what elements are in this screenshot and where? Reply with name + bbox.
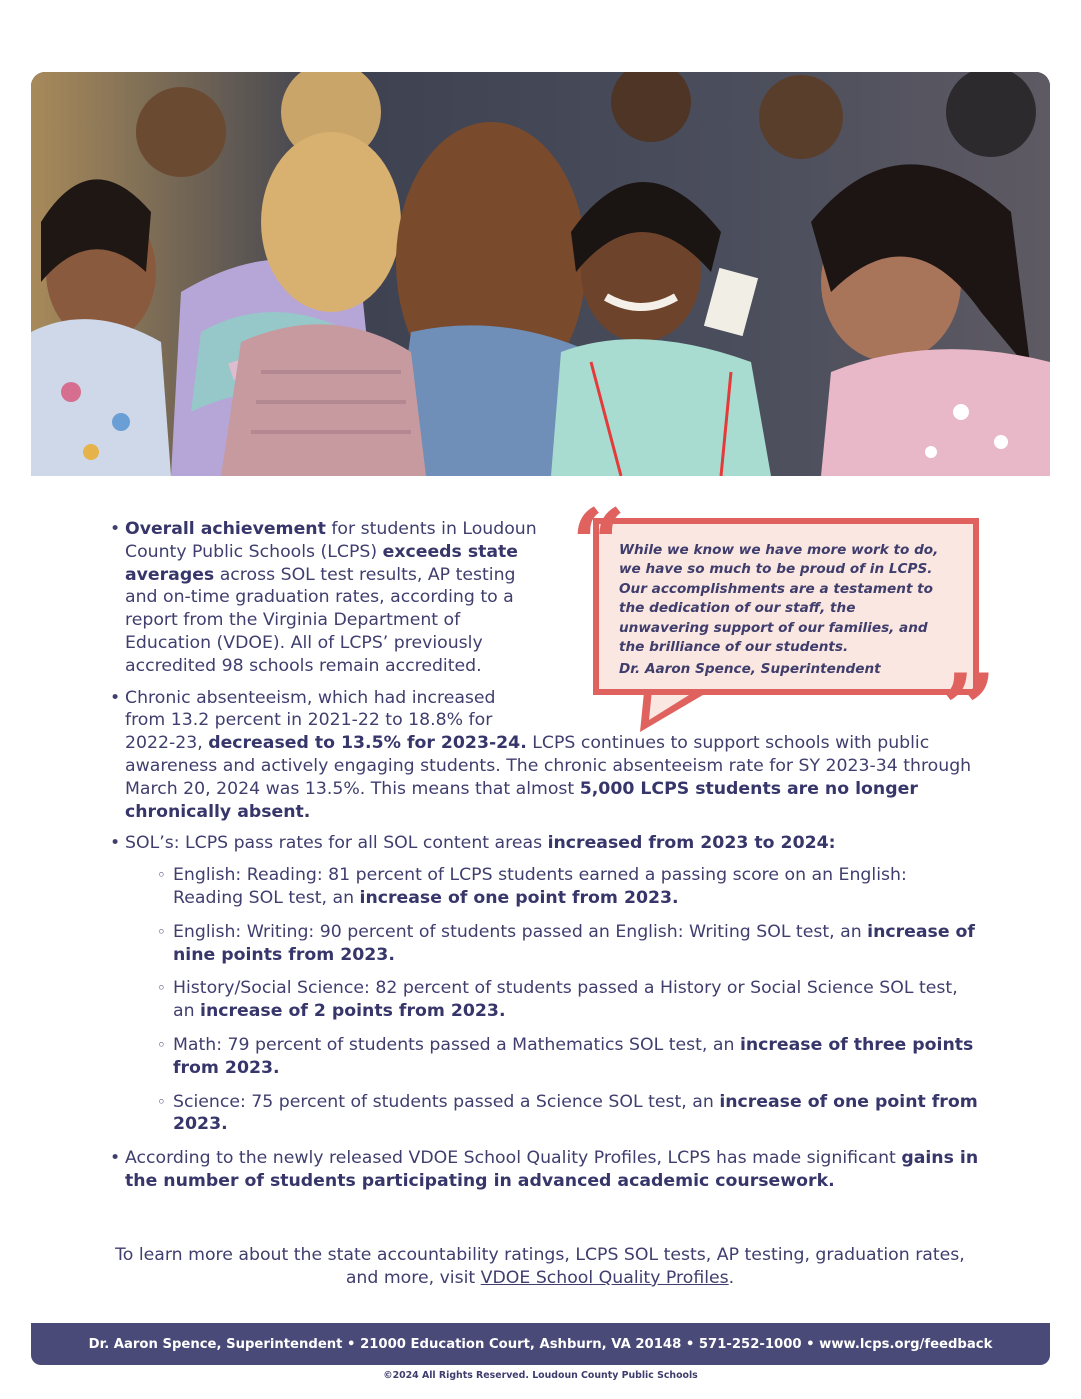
bullet-text: Chronic absenteeism, which had increased from 13.2 percent in 2021-22 to 18.8% for 2022-23,: [125, 687, 496, 754]
sol-item-text: English: Reading: 81 percent of LCPS students earned a passing score on an English: Reading SOL test, an: [173, 865, 907, 908]
hero-photo: [31, 72, 1050, 476]
bullet-bold-text: increased from 2023 to 2024:: [547, 833, 836, 854]
footer-contact-bar: [31, 1323, 1050, 1365]
sol-item-bold: increase of one point from 2023.: [173, 1091, 978, 1135]
bullet-sol-pass-rates: [110, 832, 980, 855]
copyright: ©2024 All Rights Reserved. Loudoun County Public Schools: [383, 1370, 698, 1381]
sol-item-english-reading: [110, 864, 980, 910]
open-quote-icon: “: [571, 488, 627, 601]
sol-item-text: English: Writing: 90 percent of students passed an English: Writing SOL test, an: [173, 921, 868, 942]
sol-item-text: History/Social Science: 82 percent of students passed a History or Social Science SOL test, an: [173, 978, 958, 1022]
bullet-overall-achievement: [110, 518, 545, 678]
bullet-text: LCPS continues to support schools with public awareness and actively engaging students. The chronic absenteeism rate for SY 2023-34 through March 20, 2024 was 13.5%. This means that almost: [125, 733, 972, 799]
bullet-bold-text: 5,000 LCPS students are no longer chronically absent.: [125, 778, 918, 822]
bullet-bold-text: exceeds state averages: [125, 541, 519, 585]
sol-item-math: [110, 1034, 980, 1080]
bullet-bold-text: decreased to 13.5% for 2023-24.: [208, 733, 527, 754]
quote-body: While we know we have more work to do, we have so much to be proud of in LCPS. Our accomplishments are a testament to the dedication of our staff, the unwavering support of our families, and the brilliance of our students.: [619, 542, 939, 656]
sol-item-text: Science: 75 percent of students passed a Science SOL test, an: [173, 1091, 720, 1112]
sol-item-bold: increase of 2 points from 2023.: [200, 1001, 506, 1022]
sol-item-bold: increase of one point from 2023.: [359, 887, 679, 908]
bullet-text: across SOL test results, AP testing and on-time graduation rates, according to a report from the Virginia Department of Education (VDOE). All of LCPS’ previously accredited 98 schools remain accredited.: [125, 564, 516, 676]
sol-item-science: [110, 1091, 980, 1137]
footer-contact-text: Dr. Aaron Spence, Superintendent • 21000 Education Court, Ashburn, VA 20148 • 571-252-1000 • www.lcps.org/feedback: [88, 1336, 993, 1352]
vdoe-profiles-link[interactable]: VDOE School Quality Profiles: [480, 1267, 729, 1288]
superintendent-quote: [571, 488, 997, 766]
sol-item-bold: increase of nine points from 2023.: [173, 921, 975, 965]
learn-more: [110, 1244, 970, 1290]
sol-item-english-writing: [110, 921, 980, 967]
bullet-text: for students in Loudoun County Public Schools (LCPS): [125, 519, 537, 562]
close-quote-icon: ”: [941, 653, 997, 766]
bullet-text: SOL’s: LCPS pass rates for all SOL content areas: [125, 833, 548, 854]
bullet-text: According to the newly released VDOE School Quality Profiles, LCPS has made significant: [125, 1148, 902, 1169]
learn-more-end: .: [728, 1267, 735, 1288]
quote-attribution: Dr. Aaron Spence, Superintendent: [619, 661, 881, 678]
hero-photo-illustration: [31, 72, 1050, 476]
bullet-bold-text: gains in the number of students participating in advanced academic coursework.: [125, 1148, 979, 1191]
sol-item-bold: increase of three points from 2023.: [173, 1034, 974, 1078]
sol-subject-list: [110, 864, 980, 1136]
sol-item-text: Math: 79 percent of students passed a Mathematics SOL test, an: [173, 1034, 740, 1055]
bullet-bold-text: Overall achievement: [125, 519, 326, 539]
learn-more-text: To learn more about the state accountability ratings, LCPS SOL tests, AP testing, graduation rates, and more, visit: [115, 1245, 965, 1288]
bullet-school-quality-profiles: [110, 1147, 980, 1193]
quote-text: [619, 541, 949, 680]
sol-item-history: [110, 977, 980, 1023]
